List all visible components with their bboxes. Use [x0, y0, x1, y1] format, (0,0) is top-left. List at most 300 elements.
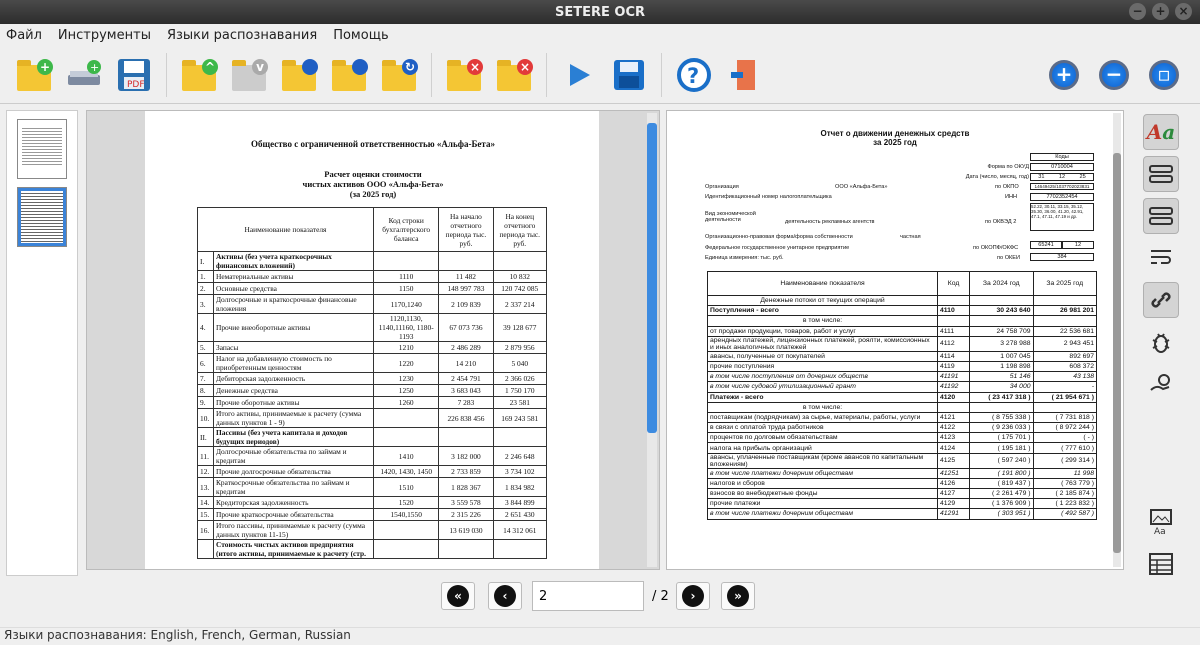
image-view[interactable] [86, 110, 660, 570]
table-cell: Долгосрочные обязательства по займам и кредитам [214, 447, 374, 466]
folder-remove-all-icon: × [497, 65, 531, 91]
okpo-code: 14649425/1037702023831 [1030, 183, 1094, 190]
cf-cell: 3 278 988 [970, 336, 1033, 351]
panel-icon [1149, 164, 1173, 184]
menu-help[interactable]: Помощь [333, 27, 389, 43]
table-cell [374, 252, 439, 271]
move-down-button[interactable] [227, 53, 271, 97]
cf-cell: 4125 [938, 453, 970, 468]
view-split-button[interactable] [1143, 198, 1179, 234]
table-cell: 2 315 226 [439, 509, 493, 521]
cf-cell: 1 198 898 [970, 361, 1033, 371]
workspace [0, 104, 1200, 576]
play-icon [564, 60, 594, 90]
remove-button[interactable] [442, 53, 486, 97]
panel-icon [1149, 206, 1173, 226]
next-page-button[interactable] [676, 582, 710, 610]
table-cell: 1250 [374, 385, 439, 397]
bug-icon [1149, 330, 1173, 354]
table-cell: 2 733 859 [439, 466, 493, 478]
cf-cell: ( 819 437 ) [970, 478, 1033, 488]
save-button[interactable] [607, 53, 651, 97]
app-title: SETERE OCR [554, 4, 645, 20]
cf-cell: 41251 [938, 468, 970, 478]
cf-row [708, 433, 1097, 443]
cf-cell: ( 492 587 ) [1033, 509, 1096, 519]
toolbar-separator [661, 53, 662, 97]
cf-cell [1033, 296, 1096, 306]
cf-cell: 892 697 [1033, 351, 1096, 361]
svg-text:+: + [90, 60, 100, 74]
table-cell: Налог на добавленную стоимость по приобретенным ценностям [214, 354, 374, 373]
cf-cell: 4122 [938, 423, 970, 433]
scan-button[interactable] [62, 53, 106, 97]
page-input[interactable] [532, 581, 644, 611]
cf-row [708, 392, 1097, 402]
cf-cell: ( 7 731 818 ) [1033, 412, 1096, 422]
table-row [198, 509, 547, 521]
okved-label: по ОКВЭД 2 [985, 219, 1017, 225]
okei-code: 384 [1030, 253, 1094, 261]
table-cell: 11. [198, 447, 214, 466]
svg-text:PDF: PDF [127, 79, 145, 90]
cf-cell: Платежи - всего [708, 392, 938, 402]
cf-cell: ( 23 417 318 ) [970, 392, 1033, 402]
cf-cell: ( 777 610 ) [1033, 443, 1096, 453]
cf-header-cell: Код [938, 272, 970, 296]
inn-label: Идентификационный номер налогоплательщика [705, 194, 832, 200]
cf-cell [970, 296, 1033, 306]
okud-code: 0710004 [1030, 163, 1094, 171]
cf-row [708, 468, 1097, 478]
cf-header-row [708, 272, 1097, 296]
table-cell: 9. [198, 397, 214, 409]
header-cell: На начало отчетного периода тыс. руб. [439, 208, 493, 252]
cf-cell: 4119 [938, 361, 970, 371]
opf-label: Организационно-правовая форма/форма собственности [705, 234, 853, 240]
table-cell: 1510 [374, 478, 439, 497]
link-button[interactable] [1143, 282, 1179, 318]
cf-row [708, 336, 1097, 351]
menu-languages[interactable]: Языки распознавания [166, 27, 318, 43]
table-cell: 14 210 [439, 354, 493, 373]
table-cell: 10 832 [493, 271, 546, 283]
table-cell: 10. [198, 409, 214, 428]
refresh-button[interactable] [377, 53, 421, 97]
rotate-right-button[interactable] [327, 53, 371, 97]
table-cell [439, 252, 493, 271]
thumbnail-panel [6, 110, 78, 576]
table-cell: 3 683 043 [439, 385, 493, 397]
cf-cell: процентов по долговым обязательствам [708, 433, 938, 443]
table-cell: 1520 [374, 497, 439, 509]
cf-cell: ( 175 701 ) [970, 433, 1033, 443]
table-cell: 3 182 000 [439, 447, 493, 466]
table-cell: 1230 [374, 373, 439, 385]
date-day: 31 [1038, 174, 1045, 180]
table-row [198, 385, 547, 397]
table-cell: 2 454 791 [439, 373, 493, 385]
table-cell [439, 540, 493, 559]
cf-row [708, 412, 1097, 422]
table-cell: 1420, 1430, 1450 [374, 466, 439, 478]
folder-blue2-icon [332, 65, 366, 91]
table-cell: 1110 [374, 271, 439, 283]
cf-cell: 1 007 045 [970, 351, 1033, 361]
table-cell: 2 486 289 [439, 342, 493, 354]
doc-title-2: чистых активов ООО «Альфа-Бета» [302, 179, 444, 189]
table-cell: Прочие внеоборотные активы [214, 314, 374, 342]
cf-cell: в том числе поступления от дочерних обществ [708, 372, 938, 382]
cf-cell: в том числе платежи дочерним обществам [708, 468, 938, 478]
table-cell: Нематериальные активы [214, 271, 374, 283]
assets-table [197, 207, 547, 559]
table-cell: 1 828 367 [439, 478, 493, 497]
recognize-button[interactable] [557, 53, 601, 97]
table-cell: 8. [198, 385, 214, 397]
table-row [198, 540, 547, 559]
cf-cell: 30 243 640 [970, 306, 1033, 316]
cf-row [708, 453, 1097, 468]
table-row [198, 428, 547, 447]
folder-remove-icon: × [447, 65, 481, 91]
prev-page-button[interactable] [488, 582, 522, 610]
cf-cell: ( 299 314 ) [1033, 453, 1096, 468]
table-row [198, 409, 547, 428]
cf-cell: налогов и сборов [708, 478, 938, 488]
cf-row [708, 402, 1097, 412]
page-navigation [0, 580, 1200, 612]
date-month: 12 [1058, 174, 1066, 180]
source-document [145, 111, 599, 570]
cf-cell: 26 981 201 [1033, 306, 1096, 316]
open-images-button[interactable] [12, 53, 56, 97]
table-cell: 5 040 [493, 354, 546, 373]
zoom-out-button[interactable] [1092, 53, 1136, 97]
cf-cell: прочие платежи [708, 499, 938, 509]
cf-cell: прочие поступления [708, 361, 938, 371]
table-row [198, 283, 547, 295]
table-cell: 39 128 677 [493, 314, 546, 342]
table-row [198, 497, 547, 509]
folder-refresh-icon: ↻ [382, 65, 416, 91]
table-cell: 5. [198, 342, 214, 354]
table-cell: 7. [198, 373, 214, 385]
okpo-label: по ОКПО [995, 184, 1019, 190]
cf-cell: 41191 [938, 372, 970, 382]
toolbar [0, 46, 1200, 104]
table-cell: 3. [198, 295, 214, 314]
cf-cell [938, 296, 970, 306]
chevron-left-icon: ‹ [494, 585, 516, 607]
donate-button[interactable] [1143, 366, 1179, 402]
chevron-right-icon: › [682, 585, 704, 607]
text-scrollbar[interactable] [1113, 113, 1121, 567]
cf-cell: Поступления - всего [708, 306, 938, 316]
cf-cell: 4111 [938, 326, 970, 336]
cf-cell: в том числе: [708, 402, 938, 412]
okved-code: 52.22, 30.11, 33.15, 35.12, 35.30, 36.00, 41.20, 42.91, 47.1, 47.11, 47.19 и др. [1030, 203, 1094, 231]
table-cell: 2 246 648 [493, 447, 546, 466]
cf-row [708, 499, 1097, 509]
text-scrollbar-thumb[interactable] [1113, 153, 1121, 553]
cf-row [708, 382, 1097, 392]
table-cell: II. [198, 428, 214, 447]
table-cell: 2 109 839 [439, 295, 493, 314]
wrap-button[interactable] [1143, 240, 1179, 276]
cf-row [708, 306, 1097, 316]
toolbar-separator [166, 53, 167, 97]
table-row [198, 314, 547, 342]
okud-label: Форма по ОКУД [987, 164, 1029, 170]
unit-label: Единица измерения: тыс. руб. [705, 255, 784, 261]
cf-cell: 22 536 681 [1033, 326, 1096, 336]
folder-blue-icon [282, 65, 316, 91]
table-cell: 7 283 [439, 397, 493, 409]
table-cell: Денежные средства [214, 385, 374, 397]
menu-file[interactable]: Файл [6, 27, 42, 43]
cf-row [708, 361, 1097, 371]
link-icon [1149, 288, 1173, 312]
table-cell: Активы (без учета краткосрочных финансовых вложений) [214, 252, 374, 271]
org-name: ООО «Альфа-Бета» [835, 184, 888, 190]
date-year: 25 [1079, 174, 1086, 180]
folder-up-icon: ^ [182, 65, 216, 91]
table-cell: Итого пассивы, принимаемые к расчету (сумма данных пунктов 11-15) [214, 521, 374, 540]
table-cell: Краткосрочные обязательства по займам и кредитам [214, 478, 374, 497]
cf-header-cell: За 2025 год [1033, 272, 1096, 296]
cf-row [708, 509, 1097, 519]
table-cell: Прочие долгосрочные обязательства [214, 466, 374, 478]
table-cell: 14 312 061 [493, 521, 546, 540]
first-page-button[interactable] [441, 582, 475, 610]
table-cell: 120 742 085 [493, 283, 546, 295]
cf-cell: 4110 [938, 306, 970, 316]
scanner-add-icon [64, 57, 104, 93]
cf-cell: 4129 [938, 499, 970, 509]
table-cell: Прочие оборотные активы [214, 397, 374, 409]
zoom-fit-button[interactable] [1142, 53, 1186, 97]
cf-period: за 2025 год [873, 138, 917, 147]
table-cell: Запасы [214, 342, 374, 354]
cf-cell: авансы, полученные от покупателей [708, 351, 938, 361]
cf-cell [970, 402, 1033, 412]
table-cell: 4. [198, 314, 214, 342]
table-row [198, 354, 547, 373]
zoom-in-icon: + [1049, 60, 1079, 90]
cf-cell: ( - ) [1033, 433, 1096, 443]
cf-row [708, 326, 1097, 336]
cf-row [708, 316, 1097, 326]
header-cell: На конец отчетного периода тыс. руб. [493, 208, 546, 252]
table-cell: Кредиторская задолженность [214, 497, 374, 509]
cf-cell [938, 316, 970, 326]
table-cell: 15. [198, 509, 214, 521]
table-cell: 1540,1550 [374, 509, 439, 521]
wrap-icon [1149, 247, 1173, 269]
cf-cell: 4123 [938, 433, 970, 443]
maximize-button[interactable]: + [1152, 3, 1169, 20]
title-bar [0, 0, 1200, 24]
table-cell: 1150 [374, 283, 439, 295]
cf-cell: 4124 [938, 443, 970, 453]
cf-cell: 2 943 451 [1033, 336, 1096, 351]
inn-k: ИНН [1005, 194, 1018, 200]
table-row [198, 373, 547, 385]
cf-cell: ( 21 954 671 ) [1033, 392, 1096, 402]
close-button[interactable]: × [1175, 3, 1192, 20]
table-row [198, 521, 547, 540]
folder-down-icon: v [232, 65, 266, 91]
table-cell: 2 879 956 [493, 342, 546, 354]
cf-cell: ( 191 800 ) [970, 468, 1033, 478]
table-cell: Пассивы (без учета капитала и доходов будущих периодов) [214, 428, 374, 447]
cf-title: Отчет о движении денежных средств [820, 129, 970, 138]
move-up-button[interactable] [177, 53, 221, 97]
cf-row [708, 423, 1097, 433]
help-icon [676, 57, 712, 93]
cf-cell: ( 9 236 033 ) [970, 423, 1033, 433]
table-row [198, 271, 547, 283]
table-cell: 148 997 783 [439, 283, 493, 295]
table-cell: 23 581 [493, 397, 546, 409]
status-bar: Языки распознавания: English, French, German, Russian [0, 627, 1200, 645]
cf-row [708, 489, 1097, 499]
table-cell: Дебиторская задолженность [214, 373, 374, 385]
table-row [198, 295, 547, 314]
cf-cell: 34 000 [970, 382, 1033, 392]
rotate-left-button[interactable] [277, 53, 321, 97]
table-cell: 3 559 578 [439, 497, 493, 509]
table-cell [374, 409, 439, 428]
cf-cell: ( 303 951 ) [970, 509, 1033, 519]
cf-cell: ( 8 972 244 ) [1033, 423, 1096, 433]
table-cell: 1120,1130, 1140,11160, 1180-1193 [374, 314, 439, 342]
table-cell: 3 844 899 [493, 497, 546, 509]
table-cell: 2 651 430 [493, 509, 546, 521]
table-cell [493, 540, 546, 559]
last-page-button[interactable] [721, 582, 755, 610]
header-cell: Наименование показателя [198, 208, 374, 252]
cf-cell: 4120 [938, 392, 970, 402]
table-icon [1148, 552, 1174, 576]
table-button[interactable] [1143, 546, 1179, 582]
scrollbar-thumb[interactable] [647, 123, 657, 433]
cf-header-cell: За 2024 год [970, 272, 1033, 296]
double-left-icon: « [447, 585, 469, 607]
table-row [198, 447, 547, 466]
cf-row [708, 443, 1097, 453]
help-button[interactable] [672, 53, 716, 97]
cf-cell: налога на прибыль организаций [708, 443, 938, 453]
table-cell: 14. [198, 497, 214, 509]
cf-cell: в том числе судовой утилизационный грант [708, 382, 938, 392]
cf-cell: 51 146 [970, 372, 1033, 382]
minimize-button[interactable]: − [1129, 3, 1146, 20]
svg-text:Aa: Aa [1154, 527, 1166, 536]
view-single-button[interactable] [1143, 156, 1179, 192]
table-cell: Прочие краткосрочные обязательства [214, 509, 374, 521]
header-cell: Код строки бухгалтерского баланса [374, 208, 439, 252]
cf-cell: 43 138 [1033, 372, 1096, 382]
table-cell [374, 540, 439, 559]
zoom-in-button[interactable] [1042, 53, 1086, 97]
cf-cell: арендных платежей, лицензионных платежей, роялти, комиссионных и иных аналогичных платежей [708, 336, 938, 351]
table-cell: 1170,1240 [374, 295, 439, 314]
inn-code: 7702352454 [1030, 193, 1094, 201]
toolbar-separator [431, 53, 432, 97]
cf-cell: ( 2 185 874 ) [1033, 489, 1096, 499]
table-cell: 1210 [374, 342, 439, 354]
recognized-document [667, 111, 1123, 520]
font-icon: Aa [1146, 120, 1176, 144]
okopf-code: 65241 [1030, 241, 1062, 249]
cf-cell: ( 1 376 909 ) [970, 499, 1033, 509]
opf-value: частная [900, 234, 921, 240]
date-code [1030, 173, 1094, 181]
save-pdf-button[interactable] [112, 53, 156, 97]
thumbnail-page-1[interactable] [17, 119, 67, 179]
table-cell [374, 521, 439, 540]
right-toolbar [1138, 114, 1184, 588]
cf-cell: 4114 [938, 351, 970, 361]
remove-all-button[interactable] [492, 53, 536, 97]
org-label: Организация [705, 184, 739, 190]
table-cell: 169 243 581 [493, 409, 546, 428]
table-row [198, 342, 547, 354]
table-cell: 12. [198, 466, 214, 478]
recognized-text-view[interactable] [666, 110, 1124, 570]
doc-title-3: (за 2025 год) [349, 189, 397, 199]
table-cell [493, 252, 546, 271]
font-button[interactable] [1143, 114, 1179, 150]
table-cell: 67 073 736 [439, 314, 493, 342]
cf-cell [1033, 316, 1096, 326]
table-cell: Основные средства [214, 283, 374, 295]
exit-button[interactable] [722, 53, 766, 97]
cf-cell: поставщикам (подрядчикам) за сырье, материалы, работы, услуги [708, 412, 938, 422]
zoom-fit-icon: ▫ [1149, 60, 1179, 90]
tool-spacer [1138, 408, 1184, 504]
cf-header-block [705, 153, 1103, 271]
codes-header: Коды [1030, 153, 1094, 161]
cf-cell: - [1033, 382, 1096, 392]
table-cell: 1 750 170 [493, 385, 546, 397]
thumbnail-page-2[interactable] [17, 187, 67, 247]
table-cell: 226 838 456 [439, 409, 493, 428]
double-right-icon: » [727, 585, 749, 607]
table-row [198, 466, 547, 478]
cf-cell: 11 998 [1033, 468, 1096, 478]
cf-header-cell: Наименование показателя [708, 272, 938, 296]
image-text-icon [1149, 508, 1173, 536]
table-row [198, 478, 547, 497]
vertical-scrollbar[interactable] [647, 113, 657, 567]
menu-tools[interactable]: Инструменты [57, 27, 151, 43]
doc-org: Общество с ограниченной ответственностью «Альфа-Бета» [251, 139, 495, 149]
image-text-button[interactable] [1143, 504, 1179, 540]
debug-button[interactable] [1143, 324, 1179, 360]
page-total: / 2 [652, 589, 669, 604]
table-cell: 13 619 030 [439, 521, 493, 540]
cf-cell: 41291 [938, 509, 970, 519]
cf-cell: ( 763 779 ) [1033, 478, 1096, 488]
cf-cell: в том числе: [708, 316, 938, 326]
folder-add-icon: + [17, 65, 51, 91]
okfs-code: 12 [1062, 241, 1094, 249]
svg-text:?: ? [687, 63, 700, 88]
cf-cell: 4121 [938, 412, 970, 422]
